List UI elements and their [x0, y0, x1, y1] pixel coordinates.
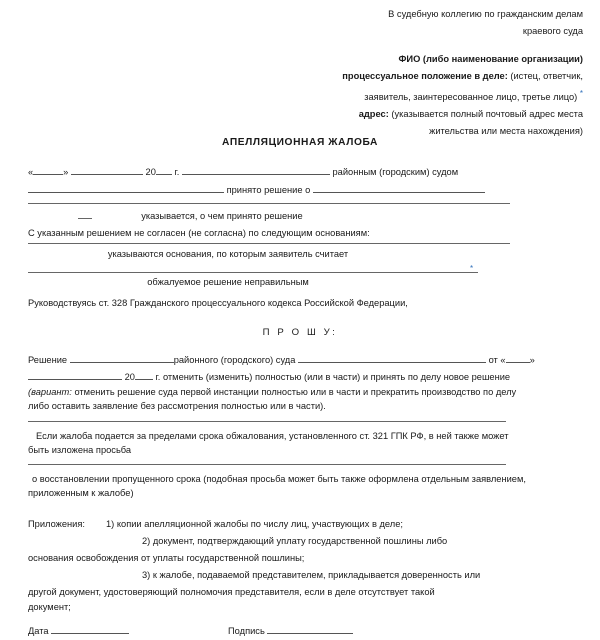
fill-rule-5 [28, 464, 506, 465]
header-address-line-2: жительства или места нахождения) [429, 126, 583, 137]
legal-basis-line: Руководствуясь ст. 328 Гражданского процессуального кодекса Российской Федерации, [28, 298, 408, 308]
short-dash [78, 210, 92, 219]
document-title: АПЕЛЛЯЦИОННАЯ ЖАЛОБА [222, 137, 378, 148]
grounds-caption-1: указываются основания, по которым заявитель считает [107, 249, 349, 259]
date-field: Дата [28, 622, 129, 639]
attachment-item-3-cont2: документ; [28, 602, 71, 612]
header-spacer [300, 40, 583, 51]
attachment-item-3: 3) к жалобе, подаваемой представителем, прикладывается доверенность или [142, 570, 481, 580]
header-line-1: В судебную коллегию по гражданским делам [388, 9, 583, 19]
request-variant-line-1: (вариант: отменить решение суда первой инстанции полностью или в части и прекратить производство по делу [28, 387, 517, 397]
restore-note-line-2: приложенным к жалобе) [28, 488, 134, 498]
request-heading: П Р О Ш У: [262, 327, 338, 338]
grounds-caption-2: обжалуемое решение неправильным [147, 277, 309, 287]
request-variant-line-2: либо оставить заявление без рассмотрения полностью или в части). [28, 401, 326, 411]
header-status-line: процессуальное положение в деле: (истец, ответчик, [342, 71, 583, 81]
header-fio-label: ФИО (либо наименование организации) [398, 54, 583, 64]
disagreement-statement: С указанным решением не согласен (не согласна) по следующим основаниям: [28, 228, 370, 238]
fill-rule-3 [28, 272, 478, 273]
court-address-header [300, 6, 583, 140]
header-status-line-2: заявитель, заинтересованное лицо, третье лицо) * [364, 89, 583, 103]
deadline-note-line-2: быть изложена просьба [28, 445, 132, 455]
restore-note-line-1: о восстановлении пропущенного срока (подобная просьба может быть также оформлена отдельным заявлением, [32, 474, 526, 484]
deadline-note-line-1: Если жалоба подается за пределами срока обжалования, установленного ст. 321 ГПК РФ, в ней также может [36, 431, 509, 441]
fill-rule-1 [28, 203, 510, 204]
fill-rule-2 [28, 243, 510, 244]
fill-rule-4 [28, 421, 506, 422]
request-decision-line: Решение районного (городского) суда от « » [28, 351, 535, 368]
attachment-item-2: 2) документ, подтверждающий уплату государственной пошлины либо [142, 536, 448, 546]
decision-made-line: принято решение о [28, 181, 485, 198]
attachment-item-2-cont: основания освобождения от уплаты государственной пошлины; [28, 553, 305, 563]
decision-caption-line: указывается, о чем принято решение [78, 209, 303, 224]
attachment-item-1: 1) копии апелляционной жалобы по числу лиц, участвующих в деле; [106, 519, 403, 529]
header-line-2: краевого суда [522, 26, 583, 36]
decision-date-court-line: « » 20 г. районным (городским) судом [28, 163, 458, 180]
signature-field: Подпись [228, 622, 353, 639]
footnote-marker-2-icon: * [470, 264, 474, 273]
footnote-marker-icon: * [579, 89, 583, 98]
attachment-item-3-cont: другой документ, удостоверяющий полномочия представителя, если в деле отсутствует такой [28, 587, 435, 597]
header-address-line: адрес: (указывается полный почтовый адрес места [358, 109, 583, 120]
attachments-label: Приложения: [28, 519, 85, 529]
request-year-line: 20 г. отменить (изменить) полностью (или в части) и принять по делу новое решение [28, 368, 510, 385]
